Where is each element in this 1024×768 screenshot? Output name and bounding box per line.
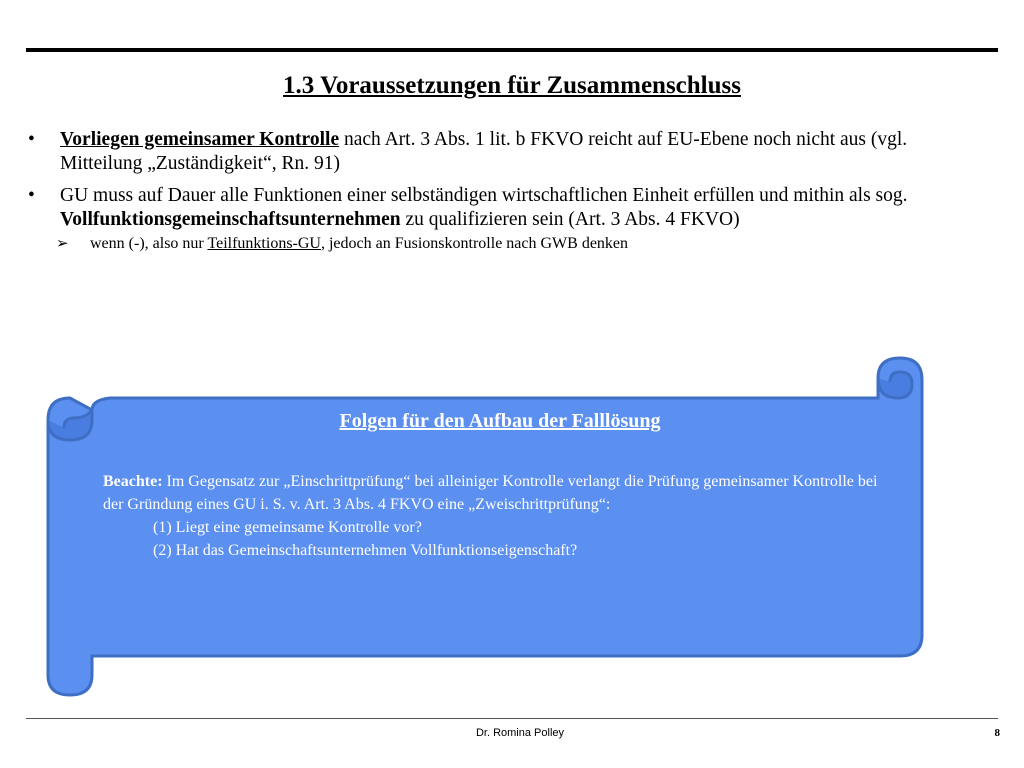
sub-bullet-emphasis: Teilfunktions-GU <box>207 235 321 252</box>
bullet-2-emphasis: Vollfunktionsgemeinschaftsunternehmen <box>60 209 401 230</box>
scroll-heading: Folgen für den Aufbau der Falllösung <box>339 410 661 432</box>
sub-bullet-text-end: , jedoch an Fusionskontrolle nach GWB denken <box>320 235 629 252</box>
slide-title: 1.3 Voraussetzungen für Zusammenschluss <box>283 72 741 99</box>
footer-author: Dr. Romina Polley <box>475 727 565 739</box>
bullet-1-emphasis: Vorliegen gemeinsamer Kontrolle <box>60 129 340 150</box>
bullet-icon: • <box>28 129 35 150</box>
bullet-icon: • <box>28 185 35 206</box>
bullet-2-text-start: GU muss auf Dauer alle Funktionen einer selbständigen wirtschaftlichen Einheit erfüllen und mithin als sog. <box>60 185 908 206</box>
scroll-step-2: (2) Hat das Gemeinschaftsunternehmen Vollfunktionseigenschaft? <box>153 542 578 559</box>
scroll-step-1: (1) Liegt eine gemeinsame Kontrolle vor? <box>153 519 422 536</box>
bullet-2-text-end: zu qualifizieren sein (Art. 3 Abs. 4 FKVO) <box>400 209 740 230</box>
bottom-rule <box>26 718 998 719</box>
scroll-note <box>103 470 883 516</box>
page-number: 8 <box>994 727 1000 739</box>
arrow-bullet-icon: ➢ <box>56 236 69 252</box>
bullet-1-text: nach Art. 3 Abs. 1 lit. b FKVO reicht auf EU-Ebene noch nicht aus (vgl. Mitteilung „Zuständigkeit“, Rn. 91) <box>60 129 908 174</box>
scroll-note-label: Beachte: <box>103 473 163 490</box>
scroll-note-text: Im Gegensatz zur „Einschrittprüfung“ bei alleiniger Kontrolle verlangt die Prüfung gemeinsamer Kontrolle bei der Gründung eines GU i. S. v. Art. 3 Abs. 4 FKVO eine „Zweischrittprüfung“: <box>103 473 878 513</box>
scroll-body <box>103 470 883 562</box>
sub-bullet-text-start: wenn (-), also nur <box>90 235 208 252</box>
